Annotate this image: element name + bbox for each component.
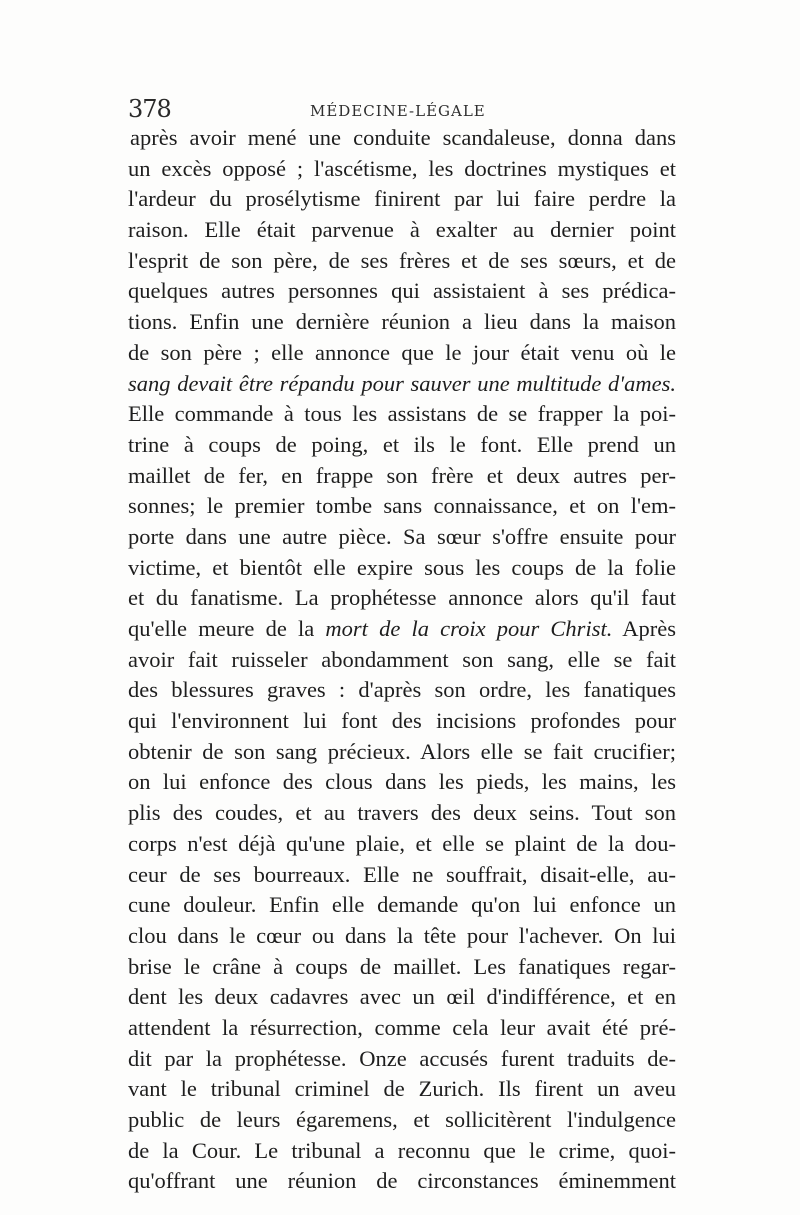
- text-line: des blessures graves : d'après son ordre, les fanatiques: [128, 677, 676, 703]
- text-line: corps n'est déjà qu'une plaie, et elle se plaint de la dou-: [128, 830, 676, 856]
- text-line: cune douleur. Enfin elle demande qu'on lui enfonce un: [128, 892, 676, 918]
- text-line: Elle commande à tous les assistans de se frapper la poi-: [128, 401, 676, 427]
- text-line: tions. Enfin une dernière réunion a lieu dans la maison: [128, 309, 676, 335]
- text-line: attendent la résurrection, comme cela leur avait été pré-: [128, 1014, 676, 1040]
- text-run: Après: [612, 616, 676, 641]
- text-line: sonnes; le premier tombe sans connaissance, et on l'em-: [128, 493, 676, 519]
- text-line: de son père ; elle annonce que le jour était venu où le: [128, 339, 676, 365]
- text-line: dent les deux cadavres avec un œil d'indifférence, et en: [128, 984, 676, 1010]
- text-line-italic: sang devait être répandu pour sauver une multitude d'ames.: [128, 370, 676, 396]
- text-line: de la Cour. Le tribunal a reconnu que le crime, quoi-: [128, 1137, 676, 1163]
- text-line: qu'offrant une réunion de circonstances éminemment: [128, 1168, 676, 1194]
- text-line: et du fanatisme. La prophétesse annonce alors qu'il faut: [128, 585, 676, 611]
- text-line: après avoir mené une conduite scandaleuse, donna dans: [130, 125, 676, 150]
- text-line: obtenir de son sang précieux. Alors elle se fait crucifier;: [128, 738, 676, 764]
- text-line: raison. Elle était parvenue à exalter au dernier point: [128, 217, 676, 243]
- text-line: victime, et bientôt elle expire sous les coups de la folie: [128, 554, 676, 580]
- text-line: maillet de fer, en frappe son frère et deux autres per-: [128, 462, 676, 488]
- text-line-mixed: [128, 614, 676, 645]
- text-line: vant le tribunal criminel de Zurich. Ils firent un aveu: [128, 1076, 676, 1102]
- body-text: [128, 123, 676, 1197]
- text-line: l'ardeur du prosélytisme finirent par lui faire perdre la: [128, 186, 676, 212]
- running-head: MÉDECINE-LÉGALE: [310, 102, 486, 120]
- text-line: l'esprit de son père, de ses frères et de ses sœurs, et de: [128, 247, 676, 273]
- text-run-italic: mort de la croix pour Christ.: [325, 616, 613, 641]
- text-line: plis des coudes, et au travers des deux seins. Tout son: [128, 800, 676, 826]
- text-line: dit par la prophétesse. Onze accusés furent traduits de-: [128, 1045, 676, 1071]
- text-line: qui l'environnent lui font des incisions profondes pour: [128, 708, 676, 734]
- text-line: clou dans le cœur ou dans la tête pour l'achever. On lui: [128, 922, 676, 948]
- text-line: on lui enfonce des clous dans les pieds, les mains, les: [128, 769, 676, 795]
- text-line: avoir fait ruisseler abondamment son sang, elle se fait: [128, 646, 676, 672]
- text-line: un excès opposé ; l'ascétisme, les doctrines mystiques et: [128, 155, 676, 181]
- page-header: [128, 95, 688, 123]
- page-number: 378: [128, 95, 171, 123]
- text-line: quelques autres personnes qui assistaient à ses prédica-: [128, 278, 676, 304]
- text-run: qu'elle meure de la: [128, 616, 326, 641]
- text-line: porte dans une autre pièce. Sa sœur s'offre ensuite pour: [128, 523, 676, 549]
- text-line: trine à coups de poing, et ils le font. Elle prend un: [128, 431, 676, 457]
- text-line: brise le crâne à coups de maillet. Les fanatiques regar-: [128, 953, 676, 979]
- text-line: ceur de ses bourreaux. Elle ne souffrait, disait-elle, au-: [128, 861, 676, 887]
- text-line: public de leurs égaremens, et sollicitèrent l'indulgence: [128, 1107, 676, 1132]
